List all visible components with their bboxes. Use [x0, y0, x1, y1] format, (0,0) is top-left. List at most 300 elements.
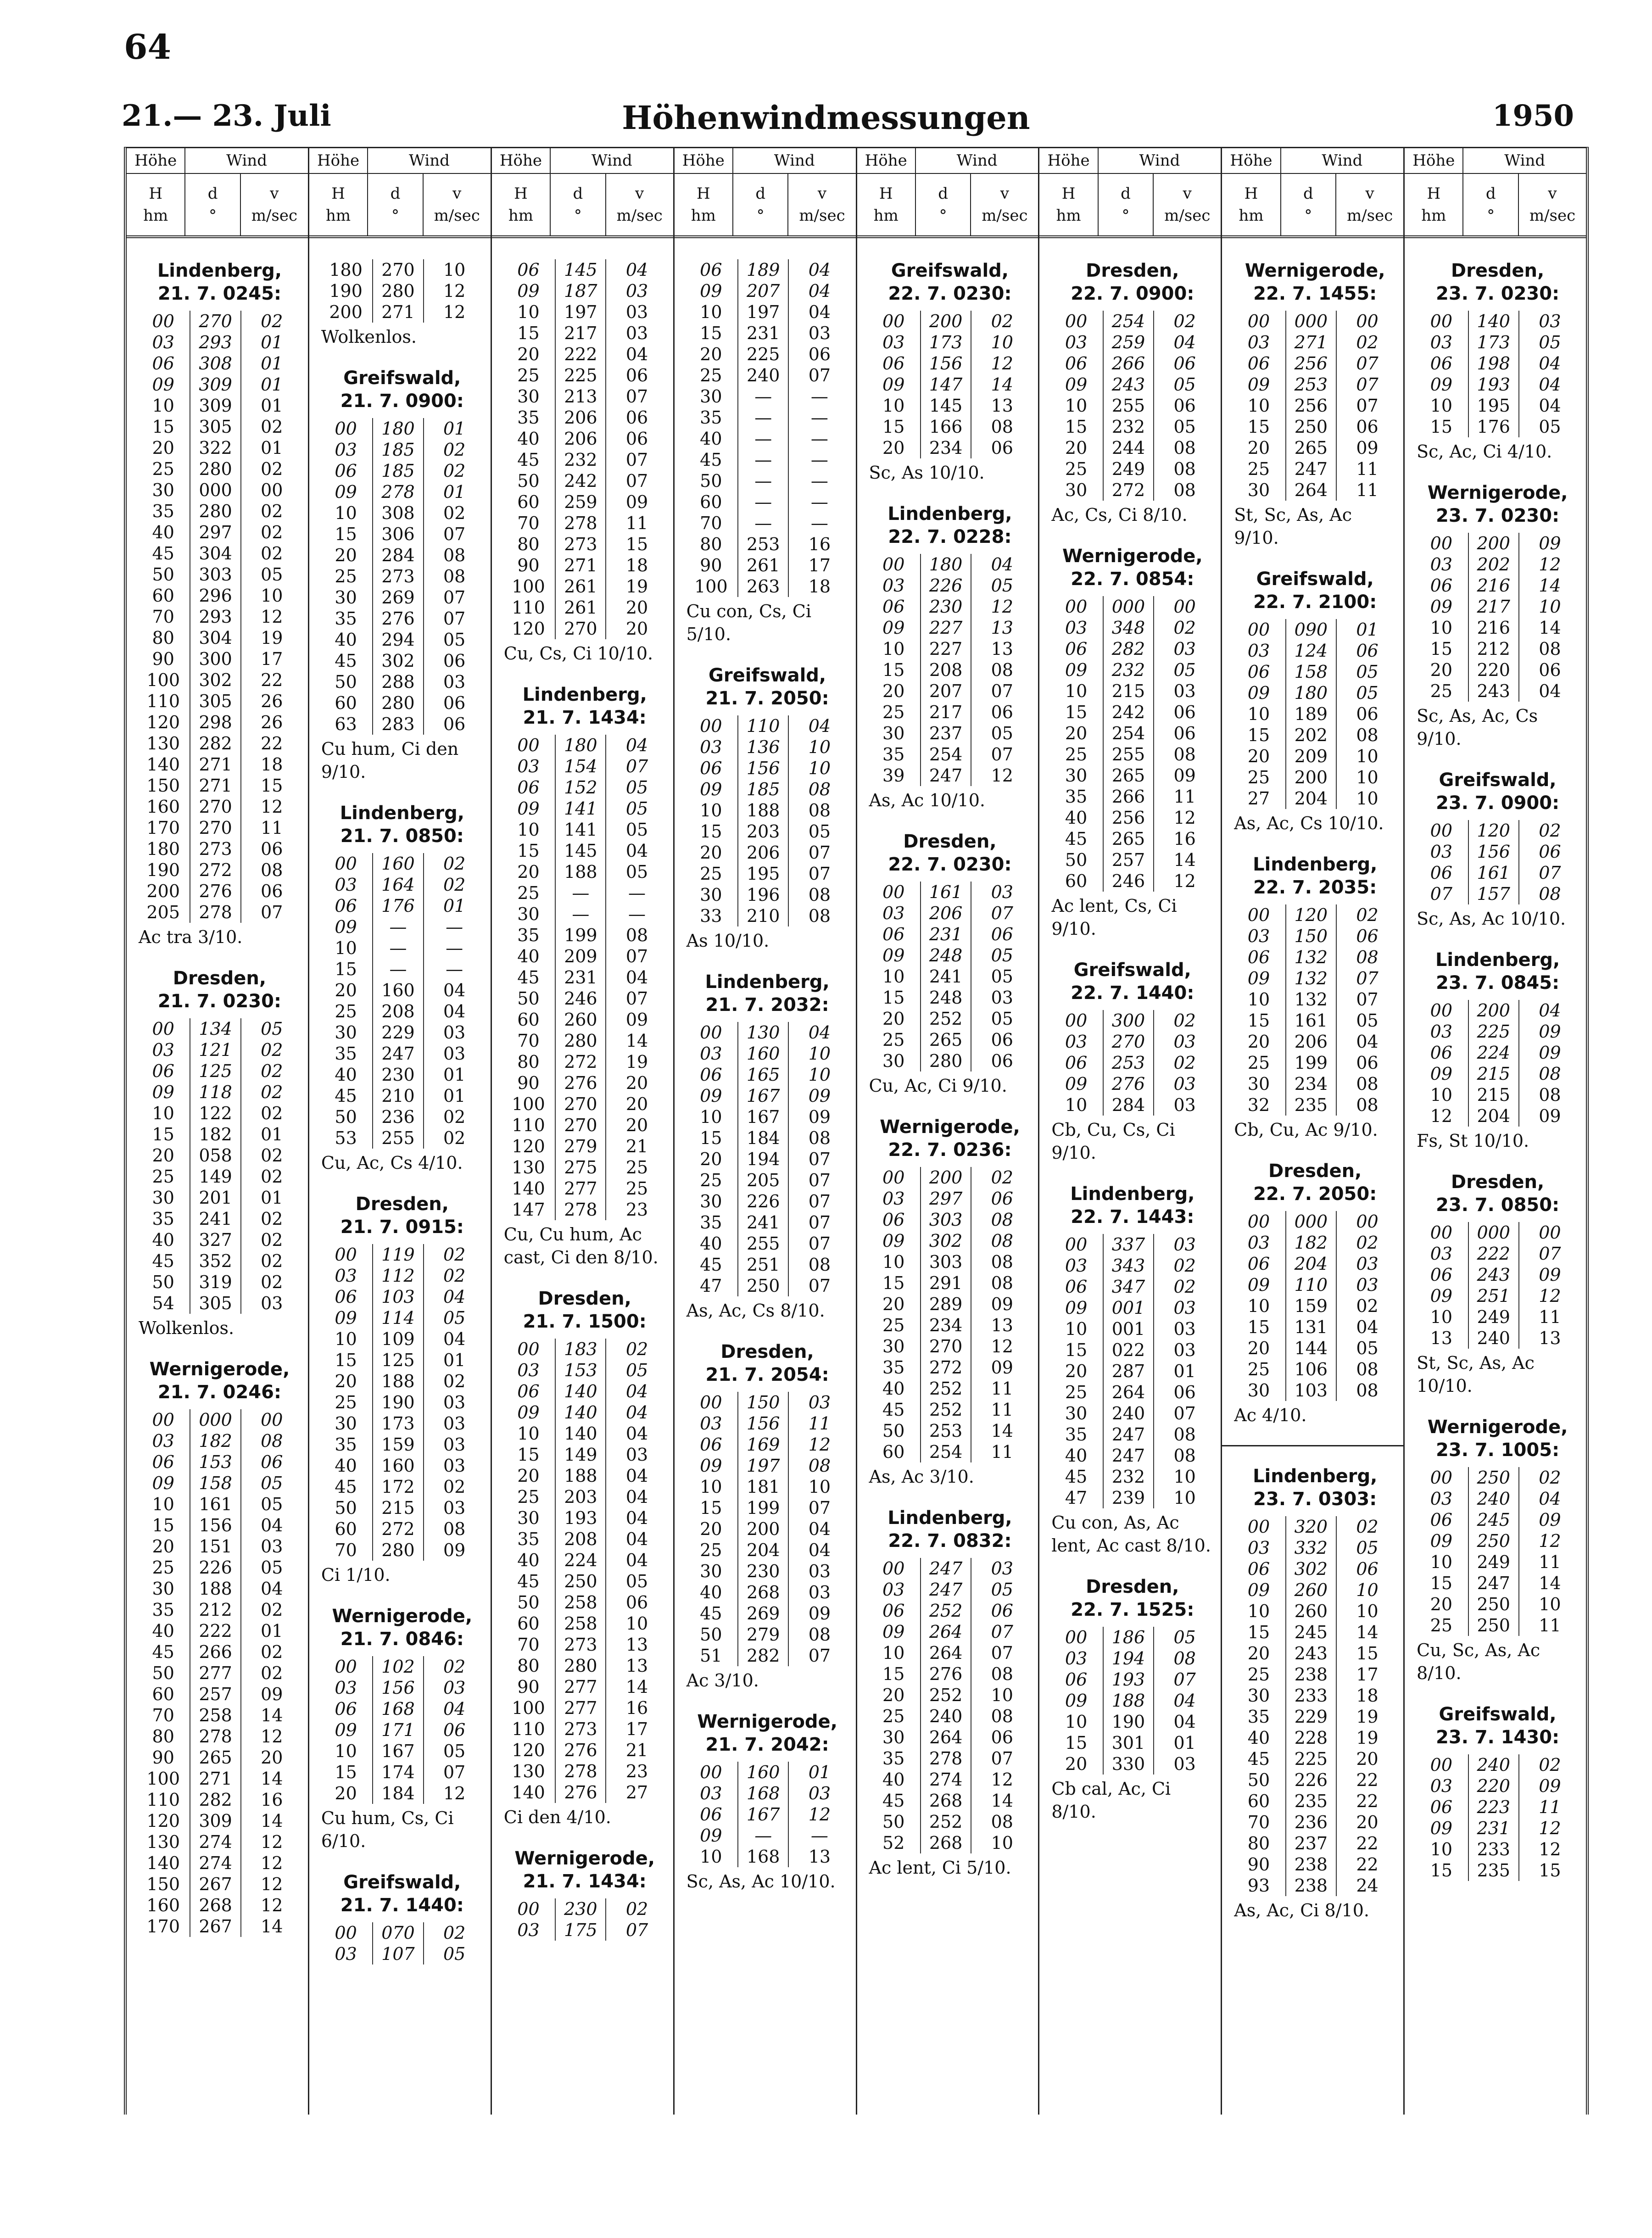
- direction-value: 271: [190, 1768, 241, 1789]
- height-value: 40: [1065, 808, 1088, 828]
- height-value: 35: [1065, 787, 1088, 807]
- cloud-note: Ac, Cs, Ci 8/10.: [1051, 505, 1188, 525]
- speed-value: 04: [625, 1550, 648, 1570]
- height-value: 20: [882, 1685, 905, 1705]
- table-row: [1415, 1021, 1580, 1042]
- height-value: 09: [700, 1825, 722, 1846]
- height-value: 80: [517, 1052, 540, 1072]
- direction-value: 245: [1285, 1622, 1337, 1643]
- direction-value: 226: [1285, 1769, 1337, 1791]
- station-block: [1415, 481, 1580, 750]
- direction-value: 305: [190, 691, 241, 712]
- speed-value: 14: [1539, 618, 1561, 638]
- direction-value: 200: [737, 1518, 789, 1540]
- station-name: Greifswald,: [343, 1872, 461, 1893]
- height-value: 00: [1247, 1517, 1270, 1537]
- speed-value: 20: [1356, 1812, 1379, 1832]
- speed-value: 04: [625, 1466, 648, 1486]
- direction-value: 173: [920, 332, 971, 353]
- table-row: [1049, 1094, 1215, 1116]
- height-value: 03: [700, 737, 722, 757]
- speed-unit: m/sec: [434, 206, 480, 225]
- table-row: [137, 1272, 302, 1293]
- height-value: 09: [1247, 1580, 1270, 1600]
- table-row: [1232, 1516, 1398, 1537]
- direction-value: 241: [737, 1212, 789, 1233]
- table-row: [1415, 1530, 1580, 1552]
- header-row-top: [675, 148, 856, 174]
- speed-value: 05: [443, 630, 466, 650]
- direction-value: 212: [1468, 638, 1519, 659]
- table-row: [502, 988, 668, 1009]
- table-row: [685, 1783, 850, 1804]
- direction-value: 270: [1103, 1031, 1154, 1052]
- height-value: 00: [517, 1899, 540, 1919]
- table-row: [502, 555, 668, 576]
- height-value: 30: [1247, 1074, 1270, 1094]
- speed-value: 06: [443, 1720, 466, 1740]
- speed-value: 00: [1173, 597, 1196, 617]
- speed-value: 05: [1539, 417, 1561, 437]
- direction-value: 277: [555, 1676, 606, 1697]
- table-row: [1049, 437, 1215, 458]
- table-row: [502, 1423, 668, 1444]
- speed-value: —: [446, 938, 463, 958]
- table-row: [319, 650, 485, 671]
- height-value: 190: [146, 860, 180, 880]
- table-row: [1232, 437, 1398, 458]
- table-row: [319, 545, 485, 566]
- direction-value: 203: [555, 1486, 606, 1507]
- direction-value: 243: [1468, 681, 1519, 702]
- table-row: [1415, 1042, 1580, 1063]
- direction-value: 173: [372, 1413, 424, 1434]
- direction-value: 228: [1285, 1727, 1337, 1748]
- station-name: Lindenberg,: [1253, 854, 1378, 875]
- table-row: [1049, 1711, 1215, 1732]
- speed-value: 16: [808, 534, 831, 554]
- height-value: 03: [882, 903, 905, 923]
- direction-value: 300: [1103, 1010, 1154, 1031]
- speed-value: 00: [261, 480, 283, 500]
- speed-symbol: v: [1000, 184, 1009, 203]
- table-row: [685, 555, 850, 576]
- direction-value: 276: [190, 881, 241, 902]
- height-value: 15: [700, 821, 722, 842]
- height-value: 40: [700, 1233, 722, 1254]
- height-value: 09: [1247, 968, 1270, 988]
- table-row: [685, 1846, 850, 1867]
- speed-symbol: v: [452, 184, 462, 203]
- height-symbol: H: [1061, 184, 1076, 203]
- speed-value: 01: [261, 396, 283, 416]
- table-row: [137, 859, 302, 881]
- height-value: 45: [152, 1251, 174, 1271]
- speed-value: 12: [261, 1726, 283, 1747]
- height-value: 09: [1065, 1691, 1088, 1711]
- direction-value: 156: [737, 1413, 789, 1434]
- direction-value: 210: [372, 1085, 424, 1106]
- speed-value: 06: [991, 1601, 1013, 1621]
- height-value: 10: [1065, 396, 1088, 416]
- direction-unit: °: [1487, 206, 1495, 225]
- table-row: [867, 659, 1033, 681]
- direction-value: 264: [920, 1727, 971, 1748]
- direction-value: 332: [1285, 1537, 1337, 1558]
- speed-value: 09: [1539, 533, 1561, 553]
- table-row: [502, 534, 668, 555]
- table-row: [502, 449, 668, 470]
- wind-label: Wind: [956, 151, 998, 170]
- height-value: 39: [882, 765, 905, 786]
- direction-value: 217: [1468, 596, 1519, 617]
- speed-value: 01: [261, 332, 283, 352]
- direction-value: 260: [555, 1009, 606, 1030]
- date-range: 21.— 23. Juli: [122, 99, 331, 133]
- height-value: 30: [882, 1727, 905, 1747]
- height-value: 06: [1430, 575, 1453, 596]
- table-row: [1232, 1748, 1398, 1769]
- direction-value: 272: [555, 1051, 606, 1072]
- table-row: [137, 1599, 302, 1620]
- height-value: 15: [1247, 1622, 1270, 1642]
- speed-value: 05: [991, 723, 1013, 743]
- table-row: [1232, 1875, 1398, 1896]
- height-value: 25: [152, 1166, 174, 1187]
- direction-value: 144: [1285, 1338, 1337, 1359]
- speed-value: 06: [443, 693, 466, 713]
- direction-value: 272: [372, 1518, 424, 1540]
- station-block: [1232, 1160, 1398, 1427]
- speed-value: 04: [808, 1519, 831, 1539]
- speed-value: 04: [261, 1515, 283, 1535]
- hoehe-label: Höhe: [1405, 148, 1463, 173]
- height-value: 03: [1247, 1233, 1270, 1253]
- speed-value: 04: [443, 980, 466, 1000]
- height-value: 06: [882, 1210, 905, 1230]
- separator-rule: [1222, 1445, 1403, 1446]
- speed-value: 04: [1539, 353, 1561, 374]
- station-datetime: 21. 7. 0245:: [157, 283, 281, 304]
- speed-value: 18: [625, 555, 648, 575]
- speed-value: 08: [1539, 884, 1561, 904]
- height-value: 45: [882, 1400, 905, 1420]
- direction-value: 276: [555, 1072, 606, 1094]
- speed-value: 22: [1356, 1791, 1379, 1811]
- table-row: [319, 1085, 485, 1106]
- table-row: [1232, 989, 1398, 1010]
- direction-value: 151: [190, 1536, 241, 1557]
- table-row: [1232, 1537, 1398, 1558]
- height-value: 35: [700, 407, 722, 428]
- direction-value: 201: [190, 1187, 241, 1208]
- direction-value: 070: [372, 1922, 424, 1943]
- direction-value: 277: [555, 1697, 606, 1719]
- table-row: [1232, 1052, 1398, 1073]
- direction-value: 254: [920, 744, 971, 765]
- speed-value: 06: [991, 1727, 1013, 1747]
- direction-value: 000: [190, 480, 241, 501]
- table-row: [867, 1230, 1033, 1251]
- height-value: 15: [335, 1762, 357, 1782]
- direction-value: 141: [555, 819, 606, 840]
- direction-value: 271: [190, 754, 241, 775]
- direction-value: 283: [372, 714, 424, 735]
- direction-value: 206: [555, 428, 606, 449]
- cloud-note: Cu, Cu hum, Ac cast, Ci den 8/10.: [503, 1224, 659, 1267]
- height-value: 45: [517, 450, 540, 470]
- speed-value: 06: [991, 924, 1013, 944]
- table-row: [867, 1008, 1033, 1029]
- height-value: 15: [882, 988, 905, 1008]
- direction-value: 160: [737, 1043, 789, 1064]
- height-value: 09: [1247, 1275, 1270, 1295]
- height-value: 00: [1065, 597, 1088, 617]
- table-row: [319, 1371, 485, 1392]
- direction-value: 271: [372, 301, 424, 323]
- direction-value: 250: [1285, 416, 1337, 437]
- table-row: [319, 1497, 485, 1518]
- table-row: [685, 821, 850, 842]
- direction-value: 130: [737, 1022, 789, 1043]
- direction-value: 152: [555, 777, 606, 798]
- speed-value: 14: [1539, 575, 1561, 596]
- speed-value: 04: [625, 1529, 648, 1549]
- direction-value: 124: [1285, 640, 1337, 661]
- direction-value: 206: [1285, 1031, 1337, 1052]
- station-block: [1049, 959, 1215, 1164]
- speed-value: 06: [808, 344, 831, 364]
- speed-value: 03: [625, 323, 648, 343]
- direction-value: 208: [920, 659, 971, 681]
- height-value: 20: [152, 1145, 174, 1166]
- speed-value: 20: [261, 1747, 283, 1768]
- height-value: 10: [1430, 396, 1453, 416]
- direction-value: 154: [555, 756, 606, 777]
- table-row: [1049, 1234, 1215, 1255]
- speed-value: 07: [625, 471, 648, 491]
- direction-value: 225: [1468, 1021, 1519, 1042]
- table-row: [867, 1600, 1033, 1621]
- direction-value: 240: [1103, 1403, 1154, 1424]
- station-block: [867, 259, 1033, 484]
- speed-value: 09: [443, 1540, 466, 1560]
- table-row: [1049, 596, 1215, 617]
- speed-value: 01: [443, 1065, 466, 1085]
- speed-value: 02: [625, 1899, 648, 1919]
- direction-header: [368, 174, 423, 235]
- height-value: 10: [1247, 396, 1270, 416]
- station-datetime: 22. 7. 0900:: [1071, 283, 1194, 304]
- height-value: 45: [335, 651, 357, 671]
- table-row: [502, 344, 668, 365]
- direction-value: 217: [920, 702, 971, 723]
- direction-value: 150: [1285, 926, 1337, 947]
- height-value: 10: [1065, 1319, 1088, 1339]
- table-row: [1049, 332, 1215, 353]
- speed-value: 08: [991, 1706, 1013, 1726]
- speed-value: 04: [625, 260, 648, 280]
- table-row: [867, 1579, 1033, 1600]
- direction-value: 176: [1468, 416, 1519, 437]
- speed-value: 07: [808, 1498, 831, 1518]
- table-row: [685, 1582, 850, 1603]
- speed-value: 06: [1356, 926, 1379, 946]
- direction-header: [551, 174, 606, 235]
- speed-value: 02: [443, 1266, 466, 1286]
- table-column: [1039, 148, 1222, 2115]
- height-value: 03: [700, 1413, 722, 1434]
- table-row: [867, 1706, 1033, 1727]
- table-row: [1232, 1622, 1398, 1643]
- speed-value: 08: [808, 1624, 831, 1645]
- direction-value: 118: [190, 1082, 241, 1103]
- speed-value: 01: [261, 1124, 283, 1144]
- speed-value: 10: [1356, 746, 1379, 766]
- speed-value: 19: [261, 628, 283, 648]
- height-value: 20: [700, 1519, 722, 1539]
- speed-value: 12: [261, 1874, 283, 1894]
- table-row: [137, 627, 302, 648]
- height-value: 180: [329, 260, 363, 280]
- table-row: [137, 902, 302, 923]
- direction-value: 156: [372, 1677, 424, 1698]
- height-value: 12: [1430, 1106, 1453, 1126]
- height-value: 20: [700, 1149, 722, 1169]
- height-value: 03: [517, 1920, 540, 1940]
- direction-value: 222: [190, 1620, 241, 1641]
- direction-value: 304: [190, 627, 241, 648]
- speed-value: 02: [443, 1371, 466, 1391]
- table-row: [137, 1451, 302, 1473]
- height-value: 10: [1430, 1552, 1453, 1572]
- direction-value: 224: [555, 1550, 606, 1571]
- direction-value: —: [737, 449, 789, 470]
- height-value: 15: [1065, 417, 1088, 437]
- speed-value: 08: [991, 660, 1013, 680]
- speed-value: 22: [261, 733, 283, 753]
- direction-value: 160: [737, 1762, 789, 1783]
- speed-value: 08: [1356, 1359, 1379, 1379]
- height-value: 25: [700, 1170, 722, 1190]
- speed-value: 12: [261, 1895, 283, 1915]
- speed-value: 27: [625, 1782, 648, 1803]
- speed-value: 09: [1173, 765, 1196, 786]
- height-value: 25: [1065, 459, 1088, 479]
- table-row: [1415, 1222, 1580, 1243]
- height-value: 120: [146, 1811, 180, 1831]
- speed-value: 03: [1356, 1275, 1379, 1295]
- direction-value: 206: [920, 903, 971, 924]
- direction-value: 132: [1285, 947, 1337, 968]
- cloud-note: Ac lent, Cs, Ci 9/10.: [1051, 896, 1177, 939]
- speed-value: 03: [1173, 1095, 1196, 1115]
- direction-value: 337: [1103, 1234, 1154, 1255]
- speed-value: 03: [1173, 1298, 1196, 1318]
- table-row: [502, 798, 668, 819]
- height-header: [1405, 174, 1463, 235]
- height-value: 20: [517, 344, 540, 364]
- speed-value: 05: [1356, 1010, 1379, 1031]
- table-row: [1232, 1380, 1398, 1401]
- speed-value: 09: [808, 1603, 831, 1624]
- height-unit: hm: [325, 206, 351, 225]
- speed-value: 18: [1356, 1685, 1379, 1706]
- table-row: [867, 1167, 1033, 1188]
- table-row: [137, 480, 302, 501]
- height-value: 06: [1065, 1053, 1088, 1073]
- speed-value: 19: [625, 1052, 648, 1072]
- direction-value: 241: [920, 966, 971, 987]
- height-value: 00: [700, 1022, 722, 1043]
- height-header: [492, 174, 551, 235]
- height-value: 10: [1247, 704, 1270, 724]
- height-value: 90: [517, 1073, 540, 1093]
- table-row: [867, 1315, 1033, 1336]
- speed-value: 04: [808, 716, 831, 736]
- height-value: 00: [1247, 619, 1270, 640]
- direction-value: 198: [1468, 353, 1519, 374]
- table-row: [502, 1898, 668, 1920]
- height-value: 06: [1065, 1669, 1088, 1690]
- speed-value: 14: [991, 374, 1013, 395]
- speed-value: 08: [1356, 1074, 1379, 1094]
- speed-value: 05: [625, 1360, 648, 1380]
- table-row: [137, 1831, 302, 1853]
- height-value: 52: [882, 1833, 905, 1853]
- direction-value: —: [372, 938, 424, 959]
- table-row: [685, 259, 850, 280]
- table-row: [685, 534, 850, 555]
- table-row: [137, 1060, 302, 1082]
- direction-value: 235: [1285, 1791, 1337, 1812]
- speed-value: 13: [991, 1315, 1013, 1335]
- table-row: [502, 576, 668, 597]
- table-row: [685, 905, 850, 926]
- speed-value: 08: [808, 1128, 831, 1148]
- speed-value: 07: [1173, 1669, 1196, 1690]
- direction-value: 269: [372, 587, 424, 608]
- cloud-note: Wolkenlos.: [139, 1318, 234, 1338]
- height-symbol: H: [879, 184, 893, 203]
- direction-value: 168: [372, 1698, 424, 1719]
- height-value: 03: [1430, 1489, 1453, 1509]
- height-value: 60: [1247, 1791, 1270, 1811]
- direction-value: 231: [920, 924, 971, 945]
- height-value: 30: [700, 1561, 722, 1581]
- direction-value: 270: [555, 1115, 606, 1136]
- height-value: 30: [1065, 480, 1088, 500]
- height-value: 06: [1065, 353, 1088, 374]
- speed-value: 20: [625, 619, 648, 639]
- wind-label: Wind: [1139, 151, 1180, 170]
- direction-value: 120: [1285, 904, 1337, 926]
- direction-symbol: d: [755, 184, 766, 203]
- height-value: 30: [1247, 1380, 1270, 1401]
- speed-value: 09: [808, 1107, 831, 1127]
- cloud-note: As, Ac, Cs 8/10.: [686, 1300, 825, 1321]
- speed-value: 05: [1173, 374, 1196, 395]
- direction-value: 204: [1285, 1253, 1337, 1274]
- direction-value: 232: [1103, 1466, 1154, 1487]
- speed-value: 22: [1356, 1833, 1379, 1853]
- direction-value: 240: [1468, 1328, 1519, 1349]
- table-row: [1415, 395, 1580, 416]
- speed-value: 05: [1356, 1338, 1379, 1358]
- table-row: [867, 1685, 1033, 1706]
- height-value: 03: [335, 1944, 357, 1964]
- speed-value: 07: [1356, 353, 1379, 374]
